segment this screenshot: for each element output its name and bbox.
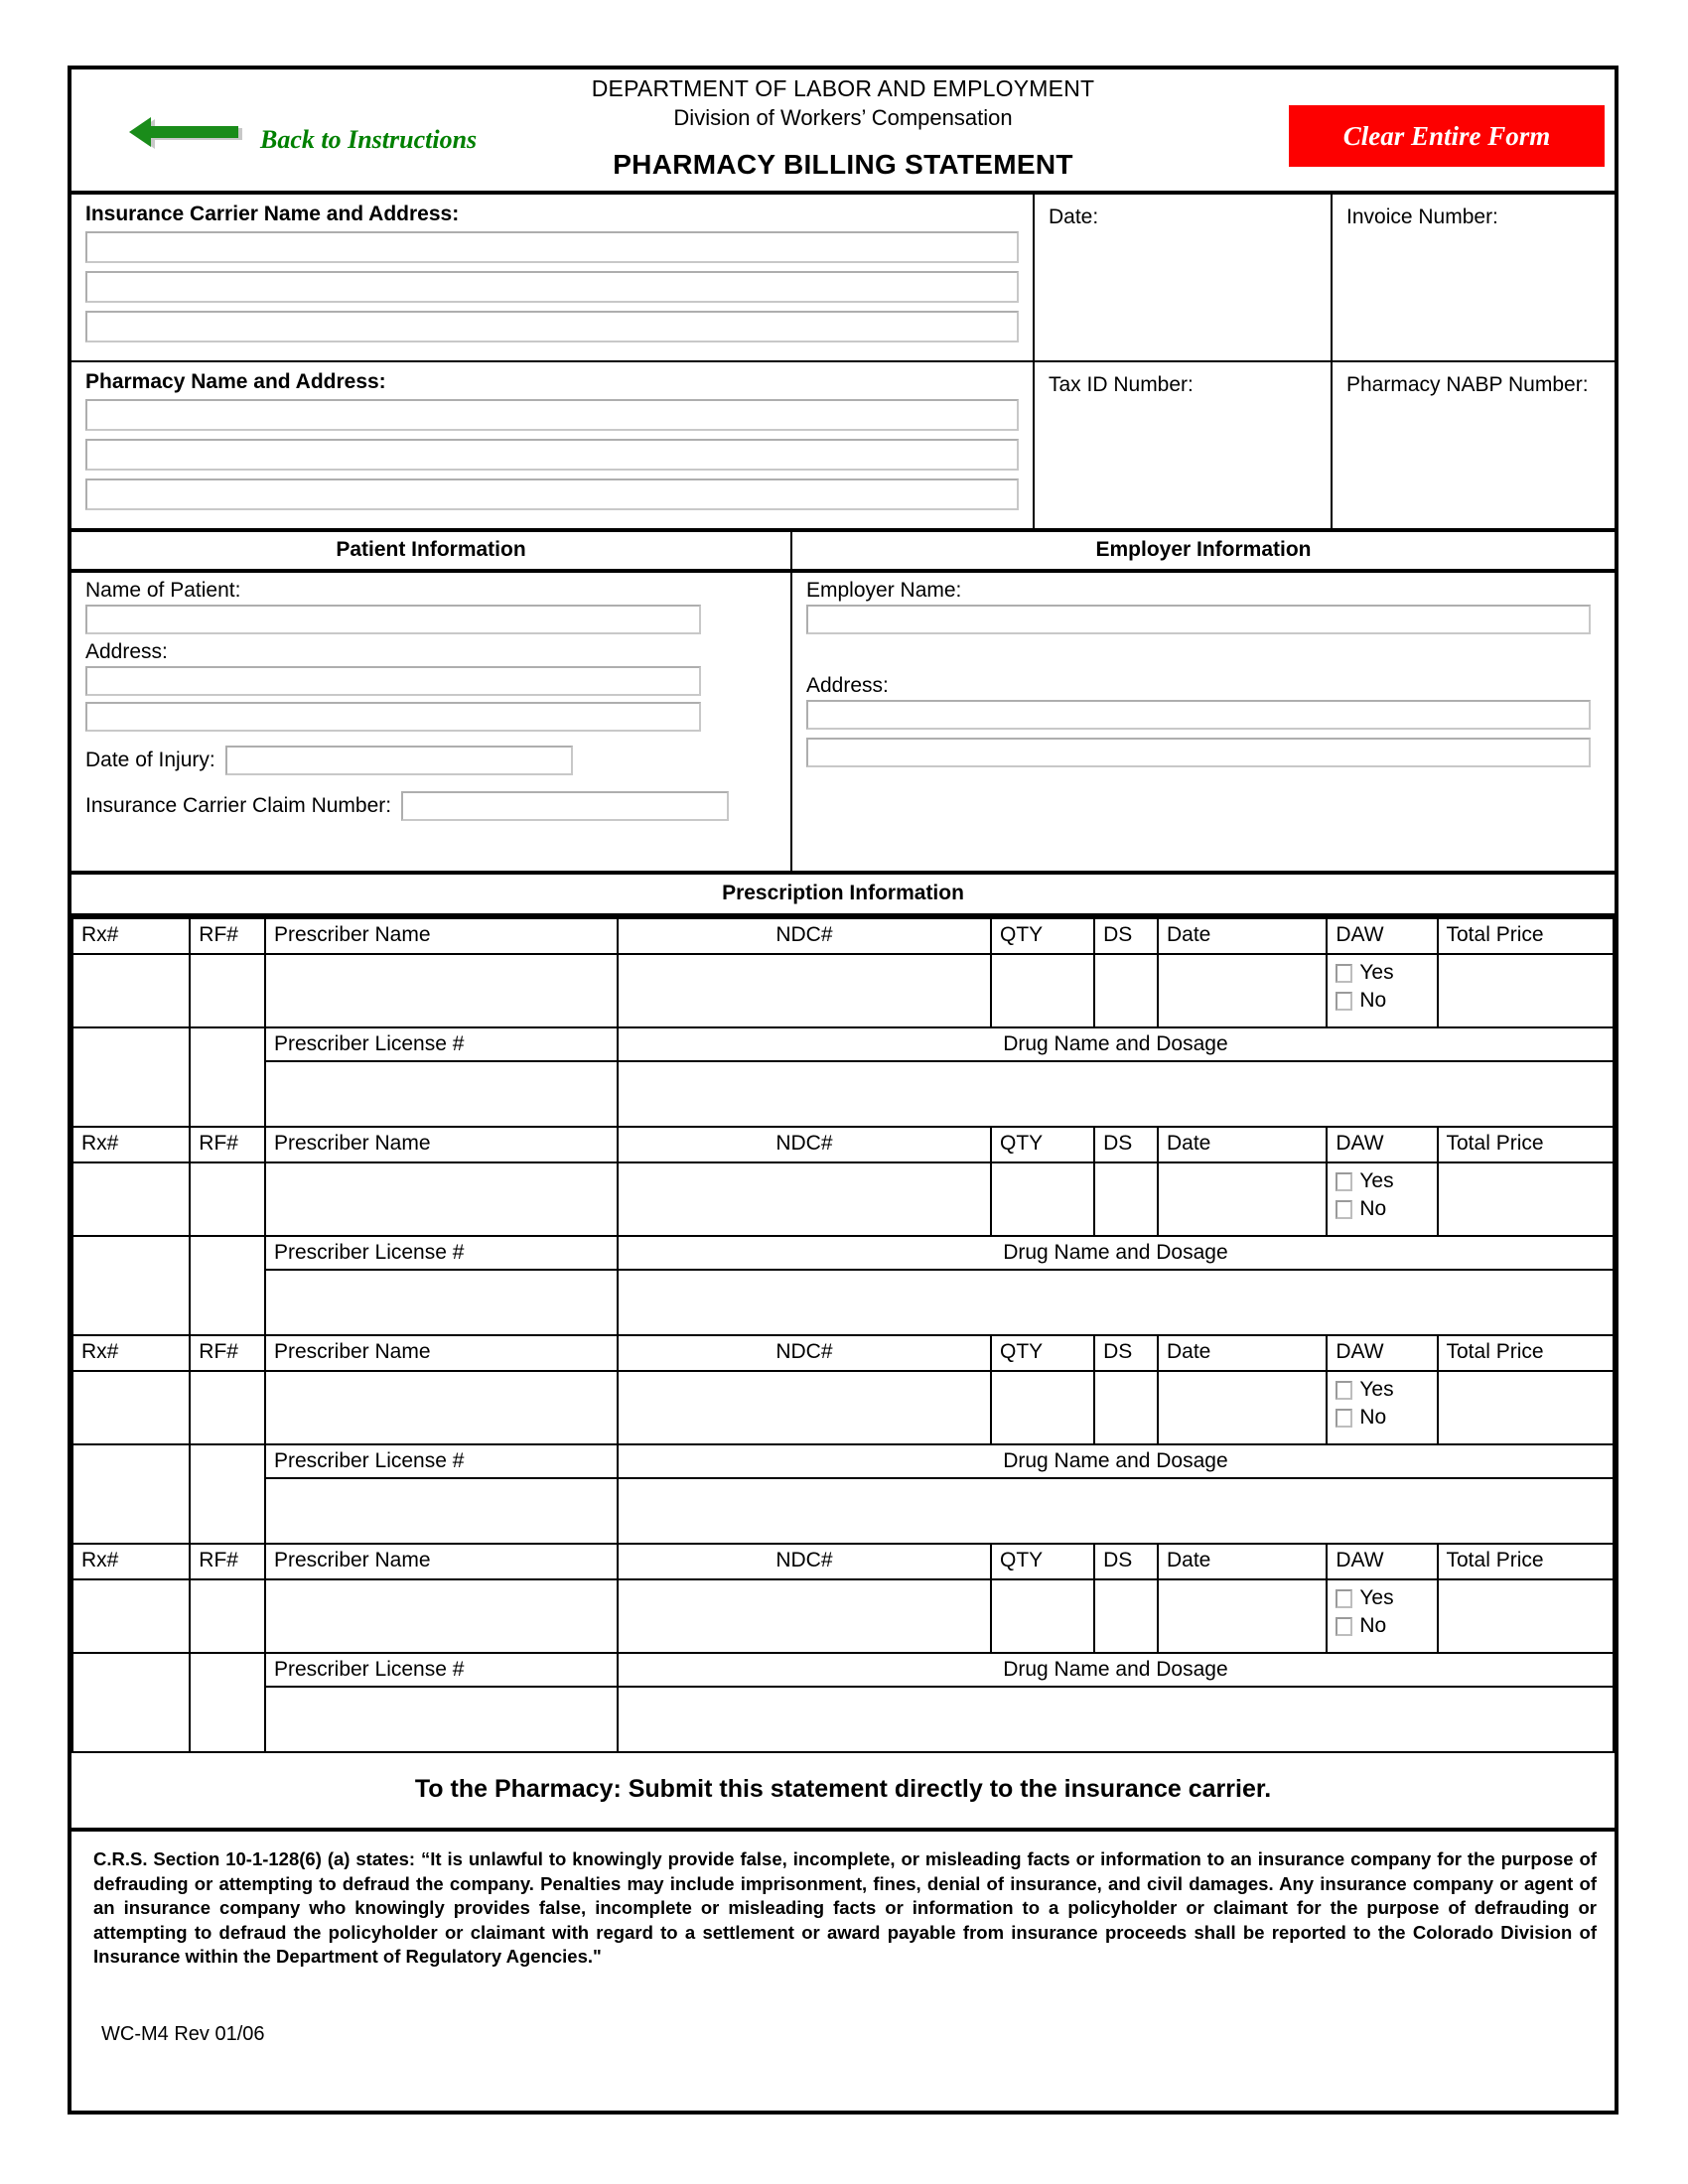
col-daw: DAW [1327,1544,1437,1579]
prescription-sub-entry-row [72,1270,1614,1335]
rf-input-1[interactable] [190,954,265,1027]
total-price-input-1[interactable] [1438,954,1615,1027]
rf-spacer-1 [190,1027,265,1127]
col-ndc: NDC# [618,1544,991,1579]
prescriber-name-input-1[interactable] [265,954,618,1027]
daw-group-3 [1327,1371,1437,1444]
prescriber-name-input-2[interactable] [265,1162,618,1236]
rx-input-3[interactable] [72,1371,190,1444]
col-daw: DAW [1327,918,1437,954]
department-title: DEPARTMENT OF LABOR AND EMPLOYMENT [591,75,1095,101]
claim-number-label: Insurance Carrier Claim Number: [85,794,392,818]
rx-input-4[interactable] [72,1579,190,1653]
col-prescriber-name: Prescriber Name [265,1544,618,1579]
col-rx: Rx# [72,1544,190,1579]
col-rf: RF# [190,918,265,954]
drug-name-dosage-input-4[interactable] [618,1687,1614,1752]
claim-number-input[interactable] [401,791,729,821]
pharmacy-submit-note: To the Pharmacy: Submit this statement directly to the insurance carrier. [71,1753,1615,1832]
col-date: Date [1158,1544,1327,1579]
daw-no-label-2: No [1359,1197,1387,1220]
date-input-1[interactable] [1158,954,1327,1027]
daw-group-4 [1327,1579,1437,1653]
prescriber-license-label-2: Prescriber License # [265,1236,618,1270]
daw-no-label-4: No [1359,1614,1387,1637]
ds-input-3[interactable] [1094,1371,1158,1444]
checkbox-icon[interactable] [1336,1589,1352,1608]
col-ndc: NDC# [618,1127,991,1162]
patient-address-line-2[interactable] [85,702,701,732]
drug-name-dosage-label-4: Drug Name and Dosage [618,1653,1614,1687]
prescription-sub-header-row [72,1653,1614,1687]
invoice-number-label: Invoice Number: [1346,205,1498,228]
date-block [1035,195,1333,360]
col-daw: DAW [1327,1335,1437,1371]
total-price-input-4[interactable] [1438,1579,1615,1653]
drug-name-dosage-label-2: Drug Name and Dosage [618,1236,1614,1270]
col-ndc: NDC# [618,918,991,954]
rx-spacer-4 [72,1653,190,1752]
daw-yes-label-1: Yes [1359,961,1394,984]
daw-yes-option-4[interactable] [1336,1586,1428,1610]
invoice-number-block [1333,195,1615,360]
checkbox-icon[interactable] [1336,992,1352,1011]
col-total-price: Total Price [1438,1544,1615,1579]
prescription-table [71,917,1615,1753]
drug-name-dosage-input-1[interactable] [618,1061,1614,1127]
rx-spacer-3 [72,1444,190,1544]
qty-input-4[interactable] [991,1579,1094,1653]
patient-name-input[interactable] [85,605,701,634]
info-section-body [71,573,1615,875]
employer-address-line-1[interactable] [806,700,1591,730]
date-of-injury-row [85,746,776,775]
col-ds: DS [1094,1544,1158,1579]
rf-input-3[interactable] [190,1371,265,1444]
insurance-carrier-line-2[interactable] [85,271,1019,303]
prescription-information-title: Prescription Information [71,875,1615,917]
daw-yes-label-3: Yes [1359,1378,1394,1401]
prescriber-license-label-1: Prescriber License # [265,1027,618,1061]
col-total-price: Total Price [1438,918,1615,954]
rx-input-1[interactable] [72,954,190,1027]
insurance-carrier-line-3[interactable] [85,311,1019,342]
employer-information-panel [792,573,1615,871]
daw-no-option-1[interactable] [1336,989,1428,1013]
col-rf: RF# [190,1544,265,1579]
insurance-carrier-row [71,195,1615,362]
date-input-4[interactable] [1158,1579,1327,1653]
daw-yes-option-2[interactable] [1336,1169,1428,1193]
date-label: Date: [1049,205,1099,228]
col-rx: Rx# [72,918,190,954]
checkbox-icon[interactable] [1336,1172,1352,1191]
rf-spacer-2 [190,1236,265,1335]
col-ds: DS [1094,1335,1158,1371]
prescription-sub-header-row [72,1444,1614,1478]
prescriber-license-input-1[interactable] [265,1061,618,1127]
prescription-header-row [72,1127,1614,1162]
col-date: Date [1158,1127,1327,1162]
rf-spacer-4 [190,1653,265,1752]
ds-input-1[interactable] [1094,954,1158,1027]
tax-id-label: Tax ID Number: [1049,373,1194,396]
form-header [71,69,1615,195]
tax-id-block [1035,362,1333,528]
daw-yes-label-2: Yes [1359,1169,1394,1192]
division-subtitle: Division of Workers’ Compensation [673,105,1013,130]
clear-entire-form-button[interactable]: Clear Entire Form [1289,105,1605,167]
pharmacy-name-label: Pharmacy Name and Address: [85,370,386,393]
employer-name-input[interactable] [806,605,1591,634]
col-ds: DS [1094,1127,1158,1162]
prescription-table-body [72,918,1614,1752]
col-total-price: Total Price [1438,1127,1615,1162]
checkbox-icon[interactable] [1336,1200,1352,1219]
rf-spacer-3 [190,1444,265,1544]
daw-no-label-1: No [1359,989,1387,1012]
drug-name-dosage-input-2[interactable] [618,1270,1614,1335]
col-prescriber-name: Prescriber Name [265,1127,618,1162]
prescriber-license-input-4[interactable] [265,1687,618,1752]
prescriber-license-label-3: Prescriber License # [265,1444,618,1478]
pharmacy-line-3[interactable] [85,478,1019,510]
legal-disclaimer-text: C.R.S. Section 10-1-128(6) (a) states: “It is unlawful to knowingly provide false, incomplete, or misleading facts or information to an insurance company for the purpose of defrauding or attempting to defraud the company. Penalties may include imprisonment, fines, denial of insurance, and civil damages. Any insurance company or agent of an insurance company who knowingly provides false, incomplete or misleading facts or information to a policyholder or claimant for the purpose of defrauding or attempting to defraud the policyholder or claimant with regard to a settlement or award payable from insurance proceeds shall be reported to the Colorado Division of Insurance within the Department of Regulatory Agencies." [93,1848,1597,1968]
insurance-carrier-label: Insurance Carrier Name and Address: [85,203,460,225]
col-qty: QTY [991,1127,1094,1162]
rx-spacer-2 [72,1236,190,1335]
qty-input-3[interactable] [991,1371,1094,1444]
prescription-header-row [72,1335,1614,1371]
col-rx: Rx# [72,1335,190,1371]
col-prescriber-name: Prescriber Name [265,918,618,954]
prescription-header-row [72,1544,1614,1579]
daw-yes-label-4: Yes [1359,1586,1394,1609]
claim-number-row [85,791,776,821]
total-price-input-3[interactable] [1438,1371,1615,1444]
drug-name-dosage-label-1: Drug Name and Dosage [618,1027,1614,1061]
pharmacy-block [71,362,1035,528]
col-date: Date [1158,918,1327,954]
prescriber-license-input-2[interactable] [265,1270,618,1335]
col-prescriber-name: Prescriber Name [265,1335,618,1371]
qty-input-2[interactable] [991,1162,1094,1236]
prescription-sub-header-row [72,1236,1614,1270]
insurance-carrier-block [71,195,1035,360]
drug-name-dosage-label-3: Drug Name and Dosage [618,1444,1614,1478]
prescription-entry-row [72,1579,1614,1653]
ndc-input-1[interactable] [618,954,991,1027]
daw-no-label-3: No [1359,1406,1387,1429]
nabp-block [1333,362,1615,528]
daw-group-2 [1327,1162,1437,1236]
col-rf: RF# [190,1335,265,1371]
drug-name-dosage-input-3[interactable] [618,1478,1614,1544]
ds-input-2[interactable] [1094,1162,1158,1236]
daw-group-1 [1327,954,1437,1027]
employer-address-label: Address: [806,674,889,698]
employer-name-label: Employer Name: [806,579,962,602]
prescription-entry-row [72,1162,1614,1236]
prescription-sub-entry-row [72,1061,1614,1127]
form-page [68,66,1618,2115]
ndc-input-3[interactable] [618,1371,991,1444]
nabp-label: Pharmacy NABP Number: [1346,373,1589,396]
back-to-instructions-label: Back to Instructions [260,125,478,154]
pharmacy-row [71,362,1615,532]
rf-input-4[interactable] [190,1579,265,1653]
rf-input-2[interactable] [190,1162,265,1236]
prescription-sub-entry-row [72,1687,1614,1752]
form-number: WC-M4 Rev 01/06 [101,2022,265,2045]
left-arrow-icon [125,117,246,163]
pharmacy-line-1[interactable] [85,399,1019,431]
col-rf: RF# [190,1127,265,1162]
patient-address-label: Address: [85,640,168,664]
date-of-injury-label: Date of Injury: [85,749,215,772]
patient-name-label: Name of Patient: [85,579,241,602]
prescription-entry-row [72,954,1614,1027]
daw-yes-option-3[interactable] [1336,1378,1428,1402]
ds-input-4[interactable] [1094,1579,1158,1653]
prescription-entry-row [72,1371,1614,1444]
checkbox-icon[interactable] [1336,1381,1352,1400]
ndc-input-4[interactable] [618,1579,991,1653]
prescriber-license-label-4: Prescriber License # [265,1653,618,1687]
col-date: Date [1158,1335,1327,1371]
col-daw: DAW [1327,1127,1437,1162]
info-section-titles [71,532,1615,573]
page-title: PHARMACY BILLING STATEMENT [613,149,1073,180]
date-input-2[interactable] [1158,1162,1327,1236]
col-qty: QTY [991,1544,1094,1579]
total-price-input-2[interactable] [1438,1162,1615,1236]
employer-address-line-2[interactable] [806,738,1591,767]
date-input-3[interactable] [1158,1371,1327,1444]
daw-no-option-2[interactable] [1336,1197,1428,1221]
pharmacy-line-2[interactable] [85,439,1019,471]
col-total-price: Total Price [1438,1335,1615,1371]
col-rx: Rx# [72,1127,190,1162]
col-ds: DS [1094,918,1158,954]
date-of-injury-input[interactable] [225,746,573,775]
rx-input-2[interactable] [72,1162,190,1236]
back-to-instructions-link[interactable] [125,117,477,163]
daw-no-option-4[interactable] [1336,1614,1428,1638]
employer-information-title: Employer Information [1095,538,1312,561]
daw-yes-option-1[interactable] [1336,961,1428,985]
qty-input-1[interactable] [991,954,1094,1027]
patient-address-line-1[interactable] [85,666,701,696]
prescriber-name-input-3[interactable] [265,1371,618,1444]
insurance-carrier-line-1[interactable] [85,231,1019,263]
prescription-header-row [72,918,1614,954]
prescriber-name-input-4[interactable] [265,1579,618,1653]
col-qty: QTY [991,1335,1094,1371]
col-ndc: NDC# [618,1335,991,1371]
ndc-input-2[interactable] [618,1162,991,1236]
col-qty: QTY [991,918,1094,954]
patient-information-panel [71,573,792,871]
prescription-sub-header-row [72,1027,1614,1061]
prescriber-license-input-3[interactable] [265,1478,618,1544]
checkbox-icon[interactable] [1336,964,1352,983]
daw-no-option-3[interactable] [1336,1406,1428,1430]
prescription-sub-entry-row [72,1478,1614,1544]
rx-spacer-1 [72,1027,190,1127]
checkbox-icon[interactable] [1336,1617,1352,1636]
checkbox-icon[interactable] [1336,1409,1352,1428]
patient-information-title: Patient Information [71,532,792,569]
